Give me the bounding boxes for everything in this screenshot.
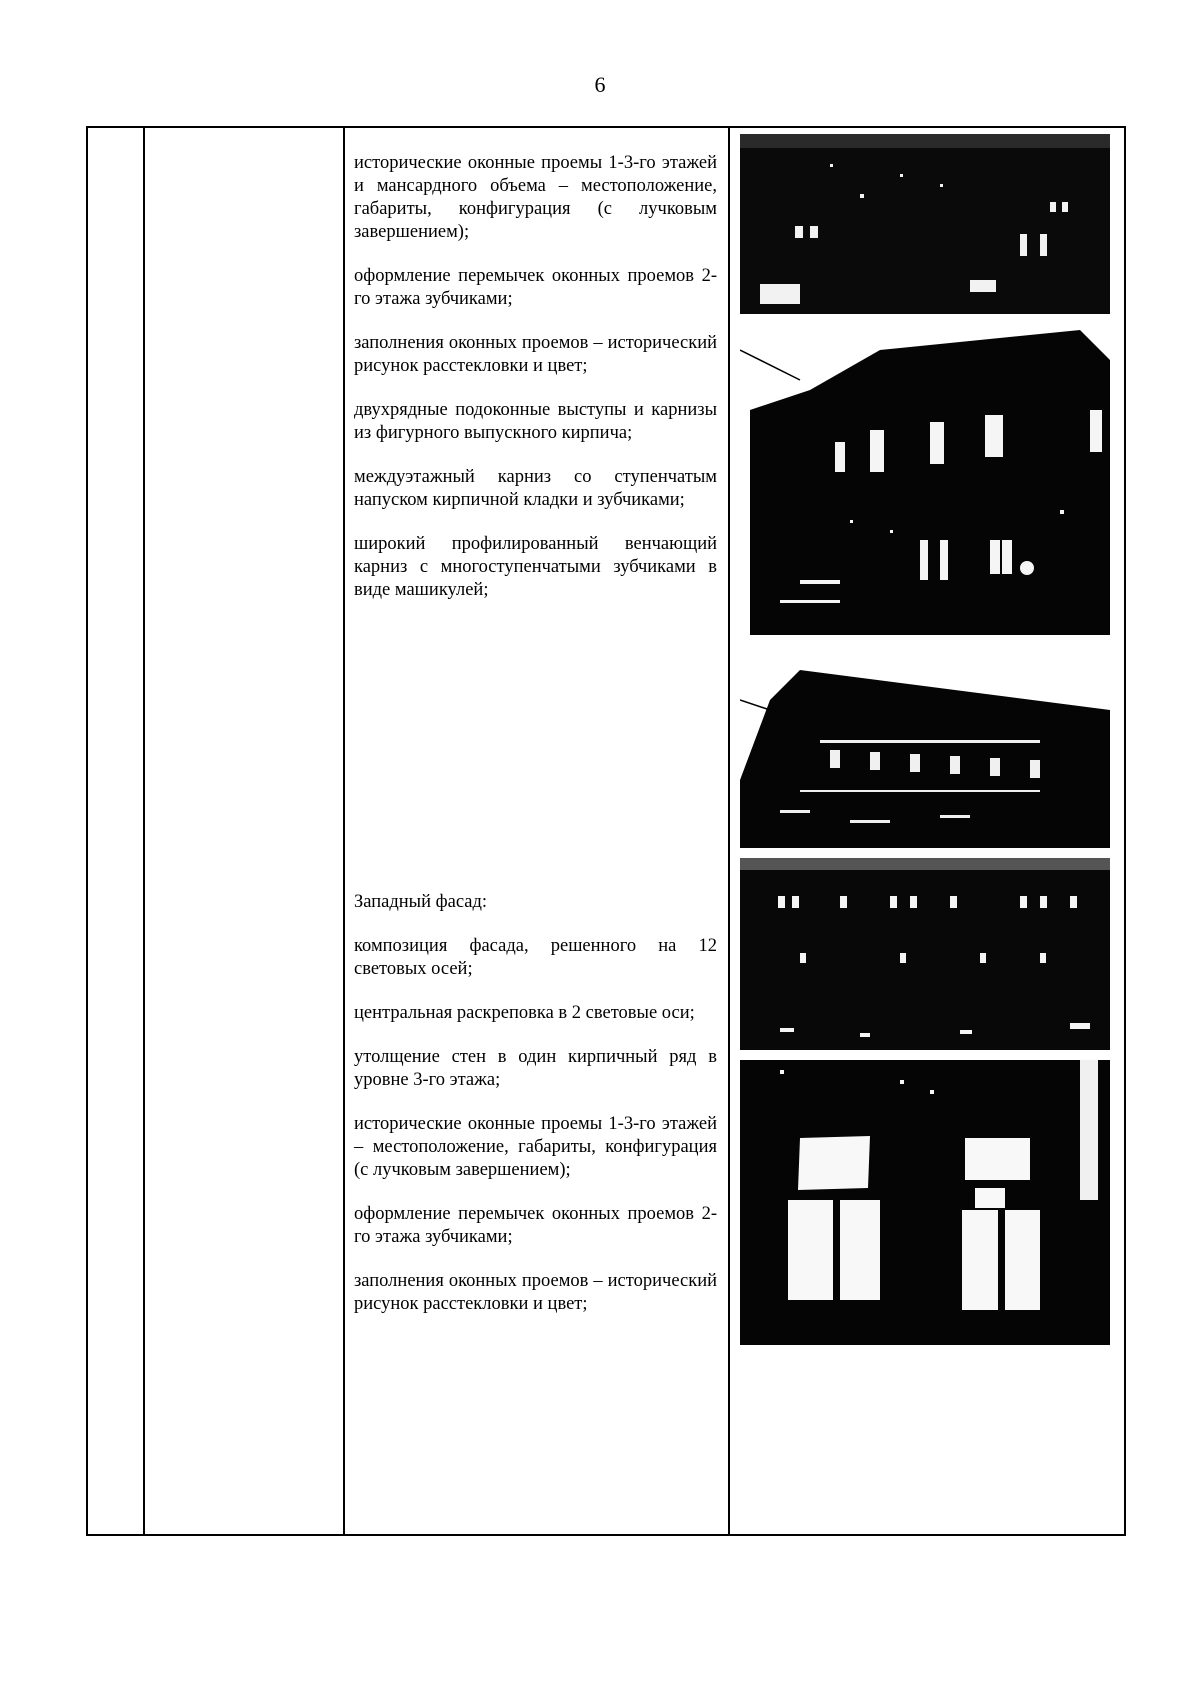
feature-item: заполнения оконных проемов – исторический рисунок расстекловки и цвет;	[354, 333, 717, 376]
column-divider-2	[343, 128, 345, 1534]
feature-item: исторические оконные проемы 1-3-го этажей – местоположение, габариты, конфигурация (с лучковым завершением);	[354, 1114, 717, 1180]
feature-item: оформление перемычек оконных проемов 2-го этажа зубчиками;	[354, 266, 717, 309]
photo-facade-cornice-closeup	[740, 670, 1110, 848]
west-facade-text	[354, 891, 717, 1337]
feature-item: оформление перемычек оконных проемов 2-го этажа зубчиками;	[354, 1204, 717, 1247]
photo-window-closeup	[740, 1060, 1110, 1345]
feature-item: междуэтажный карниз со ступенчатым напуском кирпичной кладки и зубчиками;	[354, 467, 717, 510]
feature-item: утолщение стен в один кирпичный ряд в уровне 3-го этажа;	[354, 1047, 717, 1090]
page-number: 6	[594, 72, 606, 97]
feature-item: двухрядные подоконные выступы и карнизы из фигурного выпускного кирпича;	[354, 400, 717, 443]
feature-item: исторические оконные проемы 1-3-го этажей и мансардного объема – местоположение, габариты, конфигурация (с лучковым завершением);	[354, 153, 717, 242]
protected-features-text	[354, 152, 717, 623]
feature-item: широкий профилированный венчающий карниз с многоступенчатыми зубчиками в виде машикулей;	[354, 534, 717, 600]
west-facade-heading: Западный фасад:	[354, 892, 488, 912]
feature-item: центральная раскреповка в 2 световые оси;	[354, 1003, 695, 1023]
photo-facade-top-corner	[740, 134, 1110, 314]
photo-facade-angled-two-storey	[740, 330, 1110, 635]
feature-item: композиция фасада, решенного на 12 световых осей;	[354, 936, 717, 979]
column-divider-3	[728, 128, 730, 1534]
feature-item: заполнения оконных проемов – исторический рисунок расстекловки и цвет;	[354, 1271, 717, 1314]
column-divider-1	[143, 128, 145, 1534]
photo-west-facade	[740, 858, 1110, 1050]
